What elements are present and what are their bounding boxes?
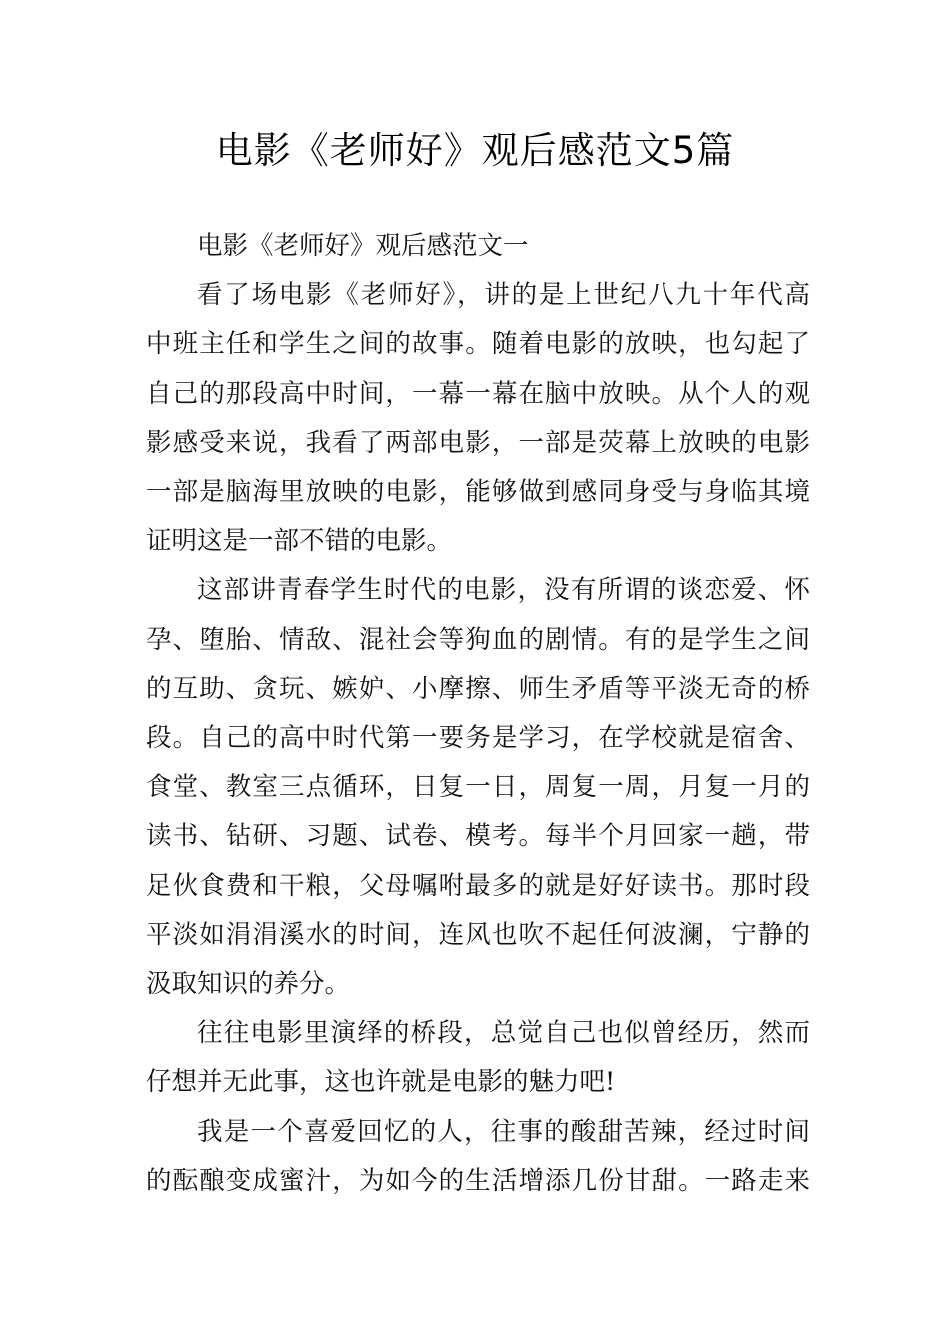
body-line: 食堂、教室三点循环，日复一日，周复一周，月复一月的	[146, 772, 810, 803]
body-line: 这部讲青春学生时代的电影，没有所谓的谈恋爱、怀	[197, 575, 810, 606]
document-title: 电影《老师好》观后感范文5篇	[215, 129, 735, 172]
body-line: 我是一个喜爱回忆的人，往事的酸甜苦辣，经过时间	[197, 1116, 810, 1147]
body-line: 仔想并无此事，这也许就是电影的魅力吧!	[146, 1067, 616, 1098]
body-line: 一部是脑海里放映的电影，能够做到感同身受与身临其境	[146, 477, 810, 508]
body-line: 的酝酿变成蜜汁，为如今的生活增添几份甘甜。一路走来	[146, 1165, 810, 1196]
document-body	[146, 222, 810, 1206]
body-line: 看了场电影《老师好》，讲的是上世纪八九十年代高	[197, 280, 810, 311]
body-line: 读书、钻研、习题、试卷、模考。每半个月回家一趟，带	[146, 821, 810, 852]
body-line: 平淡如涓涓溪水的时间，连风也吹不起任何波澜，宁静的	[146, 919, 810, 950]
body-line: 中班主任和学生之间的故事。随着电影的放映，也勾起了	[146, 329, 810, 360]
body-line: 影感受来说，我看了两部电影，一部是荧幕上放映的电影	[146, 427, 810, 458]
body-line: 汲取知识的养分。	[146, 969, 351, 1000]
body-line: 足伙食费和干粮，父母嘱咐最多的就是好好读书。那时段	[146, 870, 810, 901]
body-line: 证明这是一部不错的电影。	[146, 526, 453, 557]
body-line: 自己的那段高中时间，一幕一幕在脑中放映。从个人的观	[146, 378, 810, 409]
body-line: 电影《老师好》观后感范文一	[197, 231, 529, 261]
body-line: 孕、堕胎、情敌、混社会等狗血的剧情。有的是学生之间	[146, 624, 810, 655]
body-line: 段。自己的高中时代第一要务是学习，在学校就是宿舍、	[146, 723, 810, 754]
body-line: 的互助、贪玩、嫉妒、小摩擦、师生矛盾等平淡无奇的桥	[146, 673, 810, 704]
body-line: 往往电影里演绎的桥段，总觉自己也似曾经历，然而	[197, 1018, 810, 1049]
